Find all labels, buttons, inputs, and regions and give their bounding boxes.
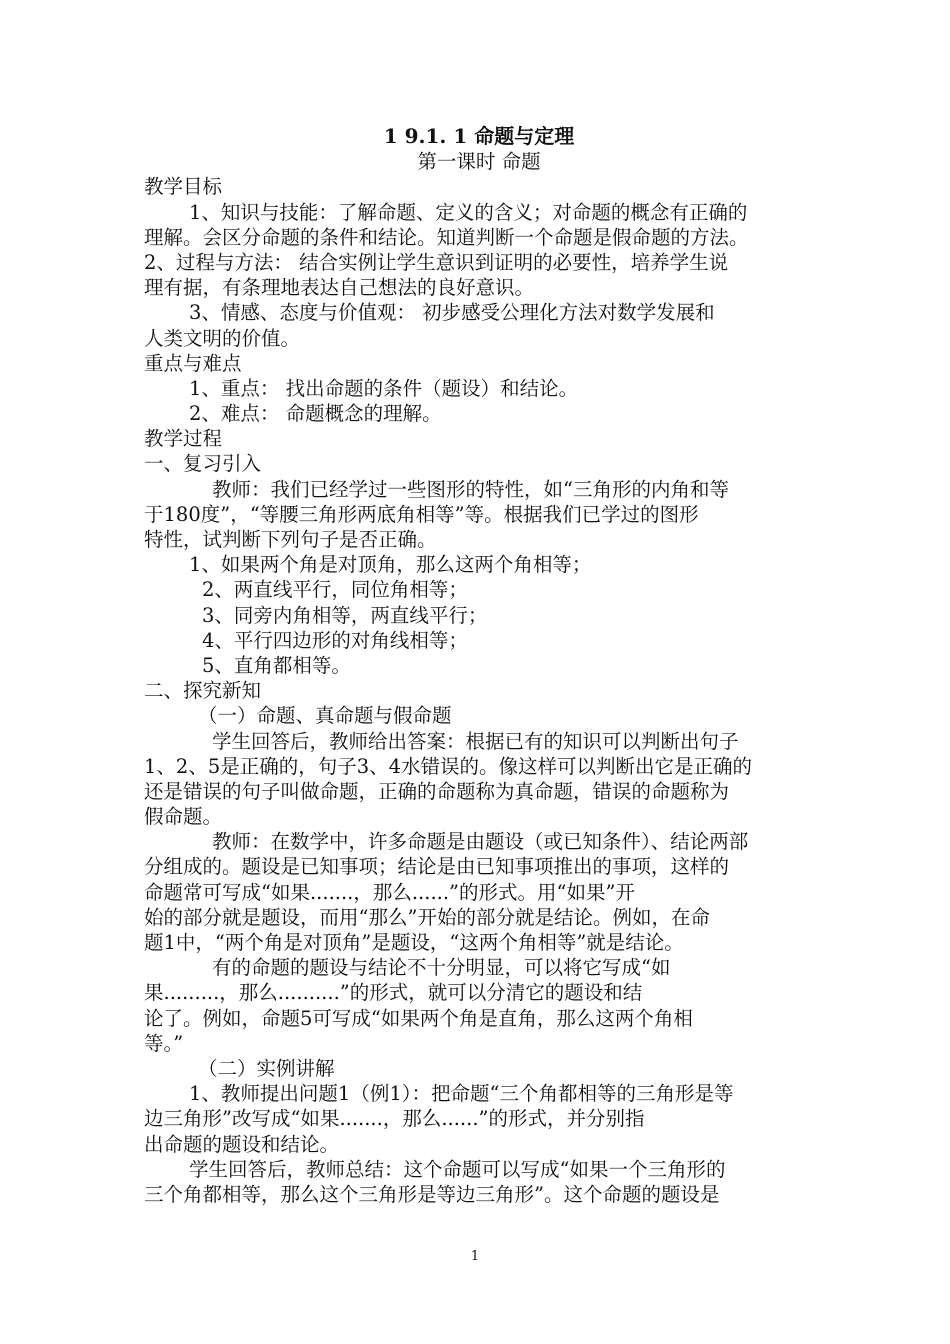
text-line: 题1中，“两个角是对顶角”是题设，“这两个角相等”就是结论。	[144, 931, 684, 954]
subsection-heading: （二）实例讲解	[198, 1056, 335, 1080]
text-line: 论了。例如，命题5可写成“如果两个角是直角，那么这两个角相	[144, 1006, 693, 1030]
subsection-heading: （一）命题、真命题与假命题	[198, 704, 452, 728]
text-line: 1、重点： 找出命题的条件（题设）和结论。	[189, 376, 579, 400]
page-number: 1	[470, 1249, 480, 1264]
text-line: 学生回答后，教师给出答案：根据已有的知识可以判断出句子	[212, 729, 739, 753]
list-item: 3、同旁内角相等，两直线平行；	[202, 603, 488, 627]
text-line: 1、教师提出问题1（例1）：把命题“三个角都相等的三角形是等	[189, 1082, 734, 1106]
section-heading: 教学过程	[144, 427, 223, 451]
text-line: 三个角都相等，那么这个三角形是等边三角形”。这个命题的题设是	[144, 1182, 720, 1206]
text-line: 特性，试判断下列句子是否正确。	[144, 528, 437, 551]
text-line: 2、过程与方法： 结合实例让学生意识到证明的必要性，培养学生说	[144, 250, 729, 274]
text-line: 分组成的。题设是已知事项；结论是由已知事项推出的事项，这样的	[144, 855, 730, 879]
list-item: 1、如果两个角是对顶角，那么这两个角相等；	[189, 553, 592, 577]
text-line: 教师：在数学中，许多命题是由题设（或已知条件）、结论两部	[212, 830, 749, 854]
text-line: 还是错误的句子叫做命题，正确的命题称为真命题，错误的命题称为	[144, 779, 730, 803]
text-line: 出命题的题设和结论。	[144, 1132, 340, 1156]
section-heading: 重点与难点	[144, 351, 242, 375]
section-heading: 一、复习引入	[144, 452, 262, 476]
text-line: 有的命题的题设与结论不十分明显，可以将它写成“如	[212, 956, 671, 980]
text-line: 1、知识与技能：了解命题、定义的含义；对命题的概念有正确的	[189, 200, 748, 224]
document-page	[144, 124, 814, 1207]
text-line: 1、2、5是正确的，句子3、4水错误的。像这样可以判断出它是正确的	[144, 754, 753, 778]
text-line: 命题常可写成“如果.......，那么......”的形式。用“如果”开	[144, 880, 635, 904]
section-heading: 教学目标	[144, 175, 223, 199]
list-item: 4、平行四边形的对角线相等；	[202, 628, 468, 652]
text-line: 2、难点： 命题概念的理解。	[189, 402, 442, 426]
text-line: 假命题。	[144, 805, 223, 829]
list-item: 5、直角都相等。	[202, 653, 351, 677]
text-line: 等。”	[144, 1031, 184, 1055]
document-title: 1 9.1. 1 命题与定理	[383, 124, 575, 148]
text-line: 始的部分就是题设，而用“那么”开始的部分就是结论。例如，在命	[144, 905, 710, 929]
text-line: 理解。会区分命题的条件和结论。知道判断一个命题是假命题的方法。	[144, 225, 749, 249]
text-line: 果.........，那么..........”的形式，就可以分清它的题设和结	[144, 981, 643, 1005]
text-line: 边三角形”改写成“如果.......，那么......”的形式，并分别指	[144, 1107, 645, 1131]
section-heading: 二、探究新知	[144, 679, 262, 703]
text-line: 人类文明的价值。	[144, 326, 301, 350]
text-line: 学生回答后，教师总结：这个命题可以写成“如果一个三角形的	[189, 1157, 726, 1181]
text-line: 理有据，有条理地表达自己想法的良好意识。	[144, 276, 535, 300]
list-item: 2、两直线平行，同位角相等；	[202, 578, 468, 602]
text-line: 3、情感、态度与价值观： 初步感受公理化方法对数学发展和	[189, 301, 715, 325]
text-line: 教师：我们已经学过一些图形的特性，如“三角形的内角和等	[212, 477, 729, 501]
text-line: 于180度”，“等腰三角形两底角相等”等。根据我们已学过的图形	[144, 502, 699, 526]
document-subtitle: 第一课时 命题	[417, 150, 541, 174]
